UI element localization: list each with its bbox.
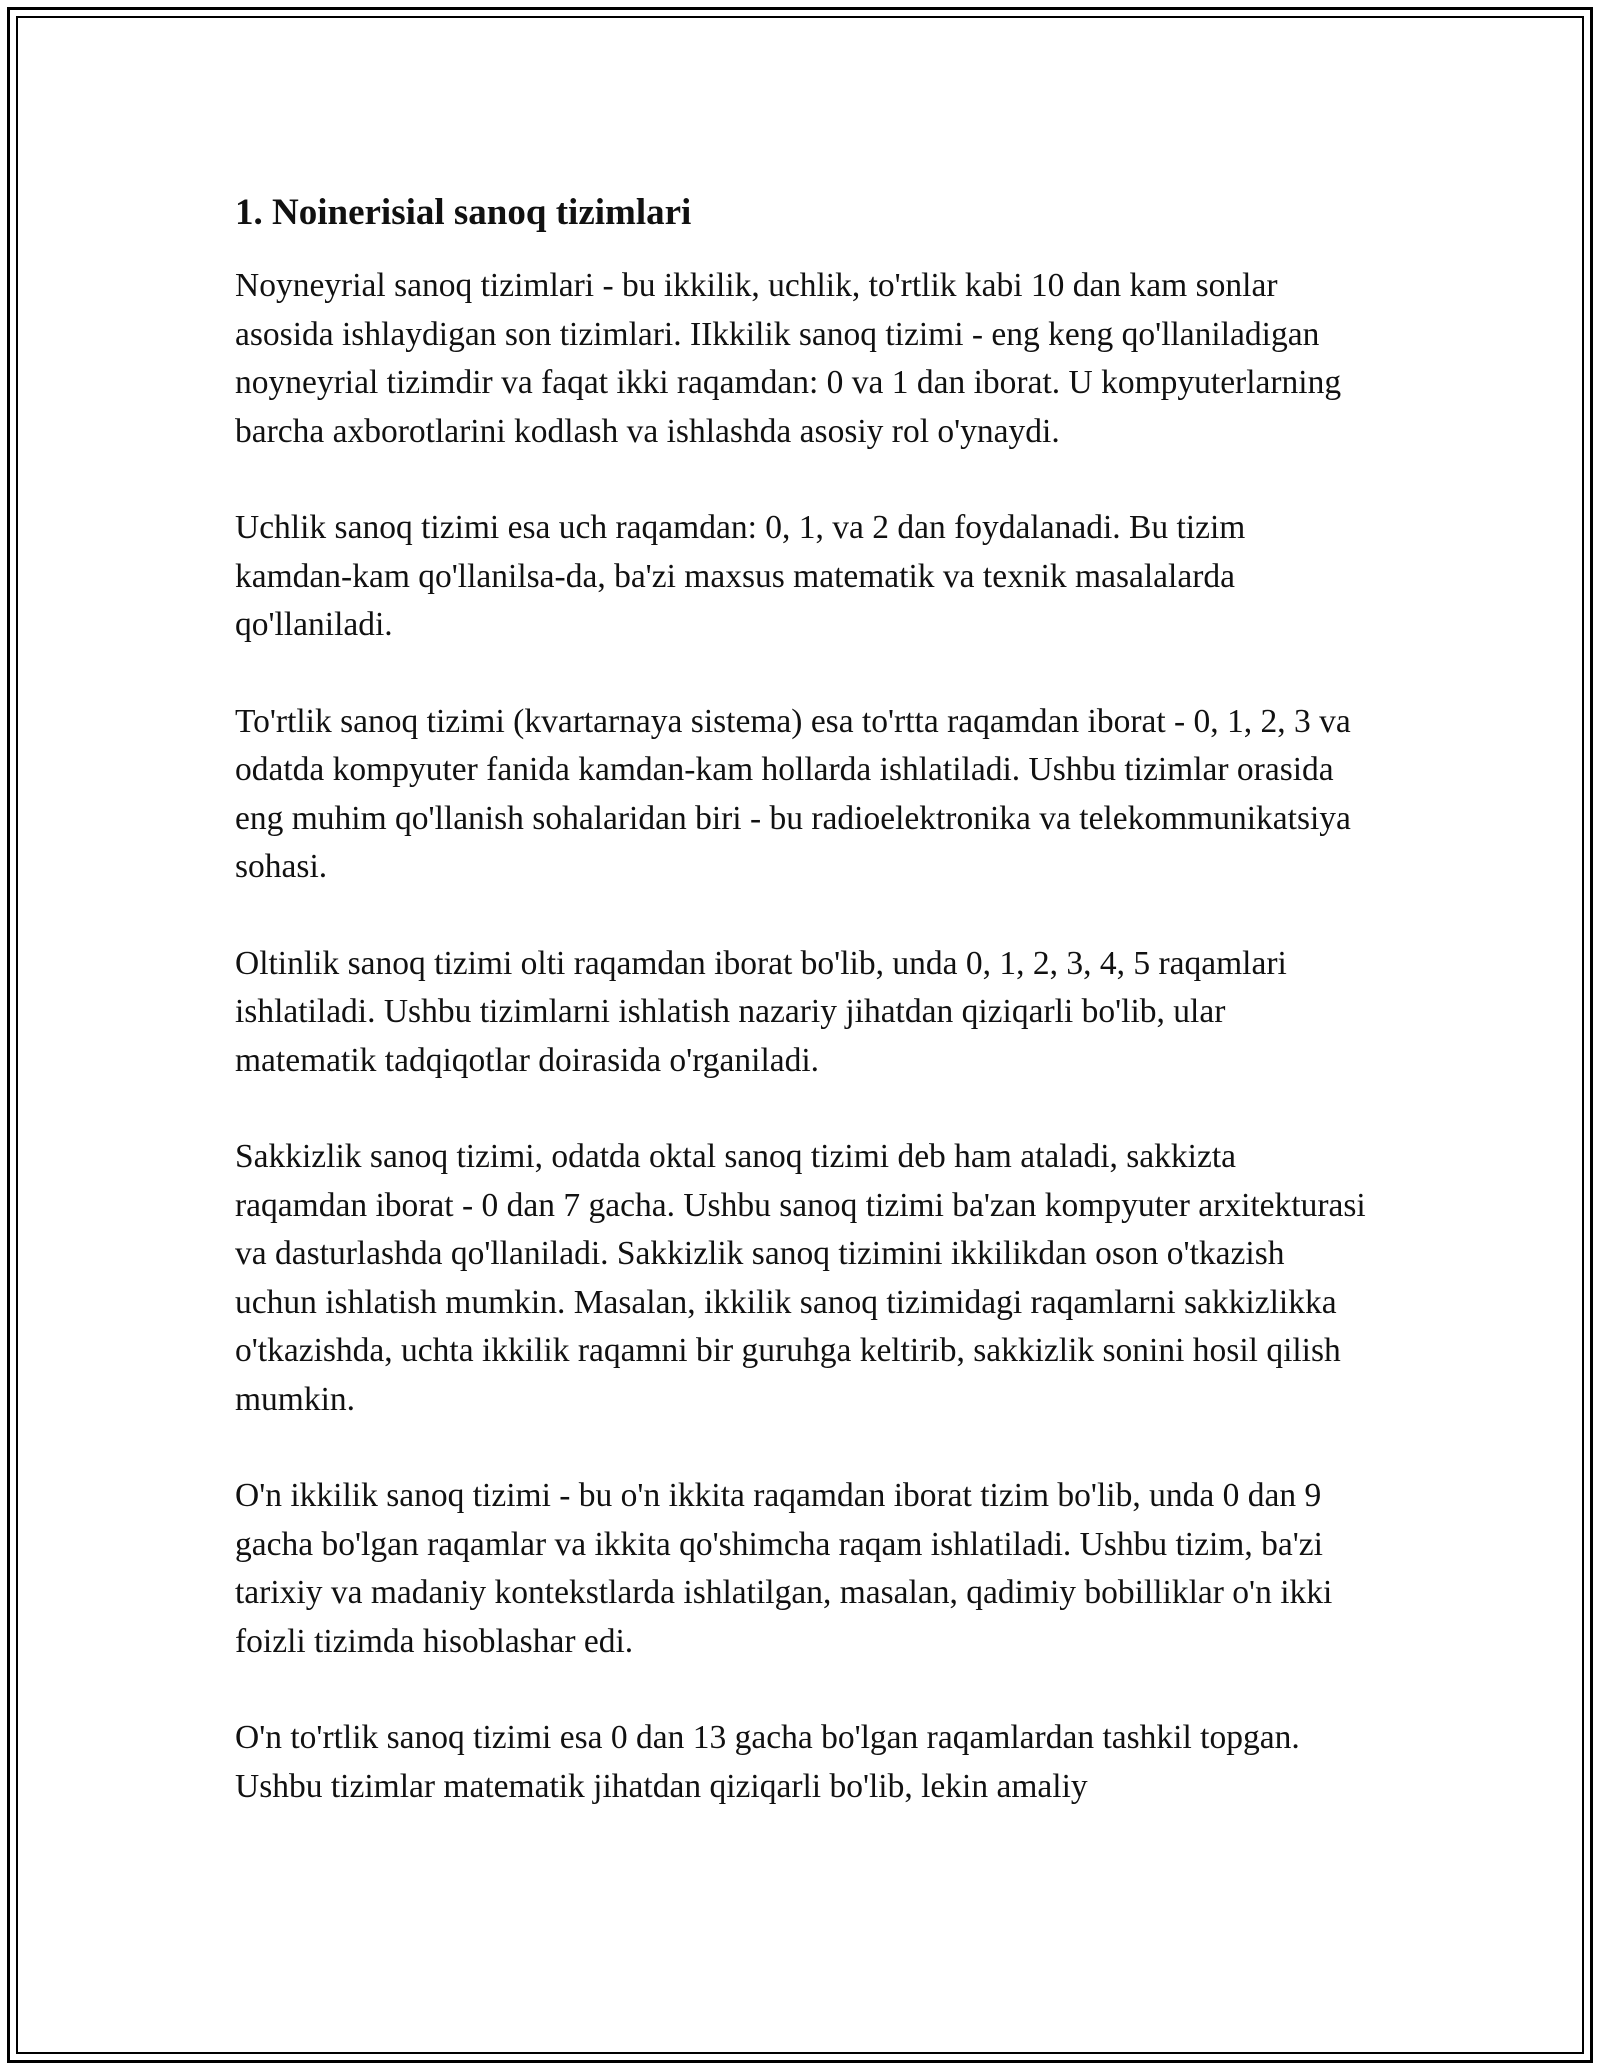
paragraph-octal: Sakkizlik sanoq tizimi, odatda oktal sanoq tizimi deb ham ataladi, sakkizta raqamdan iborat - 0 dan 7 gacha. Ushbu sanoq tizimi ba'zan kompyuter arxitekturasi va dasturlashda qo'llaniladi. Sakkizlik sanoq tizimini ikkilikdan oson o'tkazish uchun ishlatish mumkin. Masalan, ikkilik sanoq tizimidagi raqamlarni sakkizlikka o'tkazishda, uchta ikkilik raqamni bir guruhga keltirib, sakkizlik sonini hosil qilish mumkin.	[235, 1138, 1366, 1418]
paragraph-duodecimal: O'n ikkilik sanoq tizimi - bu o'n ikkita raqamdan iborat tizim bo'lib, unda 0 dan 9 gacha bo'lgan raqamlar va ikkita qo'shimcha raqam ishlatiladi. Ushbu tizim, ba'zi tarixiy va madaniy kontekstlarda ishlatilgan, masalan, qadimiy bobilliklar o'n ikki foizli tizimda hisoblashar edi.	[235, 1477, 1333, 1660]
section-heading: 1. Noinerisial sanoq tizimlari	[235, 192, 692, 233]
paragraph-tetradecimal: O'n to'rtlik sanoq tizimi esa 0 dan 13 gacha bo'lgan raqamlardan tashkil topgan. Ushbu tizimlar matematik jihatdan qiziqarli bo'lib, lekin amaliy	[235, 1719, 1300, 1805]
paragraph-ternary: Uchlik sanoq tizimi esa uch raqamdan: 0, 1, va 2 dan foydalanadi. Bu tizim kamdan-kam qo'llanilsa-da, ba'zi maxsus matematik va texnik masalalarda qo'llaniladi.	[235, 509, 1246, 643]
document-body	[235, 188, 1370, 1811]
paragraph-binary: Noyneyrial sanoq tizimlari - bu ikkilik, uchlik, to'rtlik kabi 10 dan kam sonlar asosida ishlaydigan son tizimlari. IIkkilik sanoq tizimi - eng keng qo'llaniladigan noyneyrial tizimdir va faqat ikki raqamdan: 0 va 1 dan iborat. U kompyuterlarning barcha axborotlarini kodlash va ishlashda asosiy rol o'ynaydi.	[235, 267, 1342, 450]
paragraph-quaternary: To'rtlik sanoq tizimi (kvartarnaya sistema) esa to'rtta raqamdan iborat - 0, 1, 2, 3 va odatda kompyuter fanida kamdan-kam hollarda ishlatiladi. Ushbu tizimlar orasida eng muhim qo'llanish sohalaridan biri - bu radioelektronika va telekommunikatsiya sohasi.	[235, 702, 1351, 885]
paragraph-senary: Oltinlik sanoq tizimi olti raqamdan iborat bo'lib, unda 0, 1, 2, 3, 4, 5 raqamlari ishlatiladi. Ushbu tizimlarni ishlatish nazariy jihatdan qiziqarli bo'lib, ular matematik tadqiqotlar doirasida o'rganiladi.	[235, 944, 1287, 1079]
